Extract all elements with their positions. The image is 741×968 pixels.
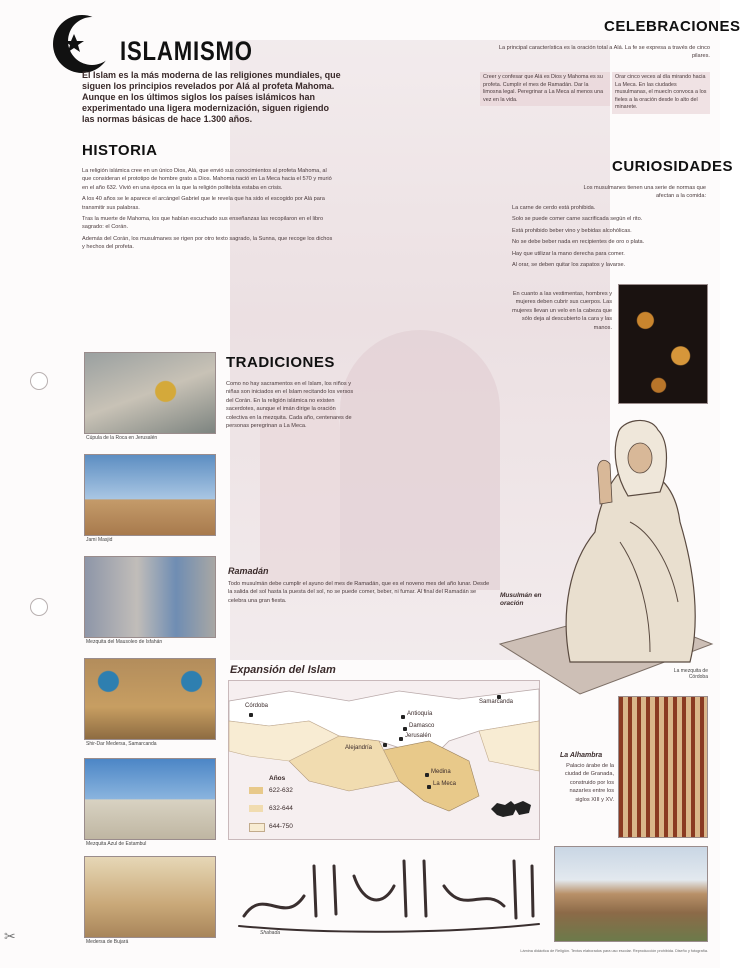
photo-caption: Cúpula de la Roca en Jerusalén xyxy=(86,435,158,441)
map-legend-label: 622-632 xyxy=(269,787,293,794)
historia-text xyxy=(82,167,334,255)
vestimentas-text: En cuanto a las vestimentas, hombres y mujeres deben cubrir sus cuerpos. Las mujeres llevan un velo en la cabeza que sólo deja al descubierto la cara y las manos. xyxy=(512,291,612,331)
map-city-marker xyxy=(401,715,405,719)
tradiciones-text: Como no hay sacramentos en el Islam, los niños y niñas son iniciados en el Islam recitando los versos del Corán. En la religión islámica no existen sacerdotes, aunque el imán dirige la oración colectiva en la mezquita. Cada año, centenares de personas peregrinan a La Meca. xyxy=(226,381,354,430)
map-legend-swatch xyxy=(249,787,263,794)
page-title: ISLAMISMO xyxy=(120,36,253,66)
map-city-marker xyxy=(425,773,429,777)
cordoba-mosque-photo xyxy=(618,696,708,838)
curiosidades-list xyxy=(512,204,708,272)
map-city-marker xyxy=(427,785,431,789)
veiled-women-photo xyxy=(618,284,708,404)
curiosidades-intro: Los musulmanes tienen una serie de normas que afectan a la comida: xyxy=(583,185,706,200)
celebraciones-intro: La principal característica es la oración total a Alá. La fe se expresa a través de cinco pilares. xyxy=(498,45,710,60)
photo-caption: Shir-Dar Medersa, Samarcanda xyxy=(86,741,157,747)
intro-text: El Islam es la más moderna de las religiones mundiales, que siguen los principios revelados por Alá al profeta Mahoma. Aunque en los últimos siglos los países islámicos han experimentado una ligera modernización, siguen rigiendo las normas básicas de hace 1.300 años. xyxy=(82,70,341,124)
shir-dar-medersa-photo xyxy=(84,658,216,740)
mezquita-cordoba-caption: La mezquita de Córdoba xyxy=(673,668,708,680)
map-city-marker xyxy=(249,713,253,717)
praying-man-illustration xyxy=(500,412,712,694)
curiosidad-item: Al orar, se deben quitar los zapatos y lavarse. xyxy=(512,262,626,269)
section-title-historia: HISTORIA xyxy=(82,142,158,159)
map-city-marker xyxy=(383,743,387,747)
historia-paragraph: La religión islámica cree en un único Dios, Alá, que envió sus conocimientos al profeta Mahoma, al que consideran el prototipo de hombre grato a Dios. Mahoma nació en La Meca hacia el 570 y murió en el año 632. Vivió en una época en la que la religión politeísta estaba en crisis. xyxy=(82,168,332,191)
section-title-celebraciones: CELEBRACIONES xyxy=(604,18,741,35)
curiosidad-item: Hay que utilizar la mano derecha para comer. xyxy=(512,250,625,257)
historia-paragraph: Tras la muerte de Mahoma, los que habían escuchado sus enseñanzas las recopilaron en el libro sagrado: el Corán. xyxy=(82,216,324,231)
isfahan-mosque-photo xyxy=(84,556,216,638)
map-city-marker xyxy=(399,737,403,741)
historia-paragraph: A los 40 años se le aparece el arcángel Gabriel que le revela que ha sido el escogido por Alá para transmitir sus palabras. xyxy=(82,196,325,211)
background-arch xyxy=(340,330,500,590)
blue-mosque-photo xyxy=(84,758,216,840)
medersa-photo xyxy=(84,856,216,938)
scissors-icon: ✂ xyxy=(4,928,16,944)
binder-hole xyxy=(30,598,48,616)
map-city-label: Medina xyxy=(431,769,451,775)
photo-caption: Jami Masjid xyxy=(86,537,113,543)
photo-caption: Mezquita Azul de Estambul xyxy=(86,841,147,847)
binder-hole xyxy=(30,372,48,390)
alhambra-text: Palacio árabe de la ciudad de Granada, construido por los nazaríes entre los siglos XIII y XV. xyxy=(564,763,614,803)
map-legend-title: Años xyxy=(269,775,286,782)
historia-paragraph: Además del Corán, los musulmanes se rigen por otro texto sagrado, la Sunna, que recoge los dichos y hechos del profeta. xyxy=(82,235,333,251)
map-city-label: Damasco xyxy=(409,723,435,729)
map-city-label: Antioquía xyxy=(407,711,433,717)
curiosidad-item: No se debe beber nada en recipientes de oro o plata. xyxy=(512,239,645,246)
photo-caption: Mezquita del Mausoleo de Isfahán xyxy=(86,639,163,645)
celebraciones-pillars-right: Orar cinco veces al día mirando hacia La Meca. En las ciudades musulmanas, el muecín convoca a los fieles a la oración desde lo alto del minarete. xyxy=(612,72,710,114)
ramadan-title: Ramadán xyxy=(228,566,269,576)
map-legend-swatch xyxy=(249,823,265,832)
map-legend-label: 632-644 xyxy=(269,805,293,812)
curiosidad-item: Solo se puede comer carne sacrificada según el rito. xyxy=(512,216,643,223)
alhambra-title: La Alhambra xyxy=(560,752,603,759)
map-city-label: Alejandría xyxy=(345,745,373,751)
ramadan-text: Todo musulmán debe cumplir el ayuno del mes de Ramadán, que es el noveno mes del año lunar. Desde la salida del sol hasta la puesta del sol, no se puede comer, beber, ni fumar. Al final del Ramadán se celebra una gran fiesta. xyxy=(228,581,490,604)
crescent-star-icon xyxy=(52,12,116,76)
map-title: Expansión del Islam xyxy=(230,664,336,676)
map-city-label: La Meca xyxy=(433,781,457,787)
map-city-label: Córdoba xyxy=(245,703,269,709)
jami-masjid-photo xyxy=(84,454,216,536)
section-title-tradiciones: TRADICIONES xyxy=(226,354,335,371)
expansion-map xyxy=(228,680,540,840)
curiosidad-item: Está prohibido beber vino y bebidas alcohólicas. xyxy=(512,227,632,234)
alhambra-photo xyxy=(554,846,708,942)
map-city-label: Samarcanda xyxy=(479,699,514,705)
praying-man-caption: Musulmán en oración xyxy=(500,592,542,607)
curiosidad-item: La carne de cerdo está prohibida. xyxy=(512,205,596,211)
shahada-calligraphy xyxy=(224,846,546,934)
map-city-marker xyxy=(403,727,407,731)
celebraciones-pillars-left: Creer y confesar que Alá es Dios y Mahoma es su profeta. Cumplir el mes de Ramadán. Dar la limosna legal. Peregrinar a La Meca al menos una vez en la vida. xyxy=(480,72,610,106)
photo-caption: Medersa de Bujará xyxy=(86,939,129,945)
dome-of-rock-photo xyxy=(84,352,216,434)
footer-credits: Lámina didáctica de Religión. Textos elaborados para uso escolar. Reproducción prohibida. Diseño y fotografía. xyxy=(520,949,708,953)
map-city-label: Jerusalén xyxy=(405,733,432,739)
map-legend-swatch xyxy=(249,805,263,812)
map-legend-label: 644-750 xyxy=(269,823,293,830)
calligraphy-caption: Shahada xyxy=(260,930,281,936)
section-title-curiosidades: CURIOSIDADES xyxy=(612,158,734,175)
